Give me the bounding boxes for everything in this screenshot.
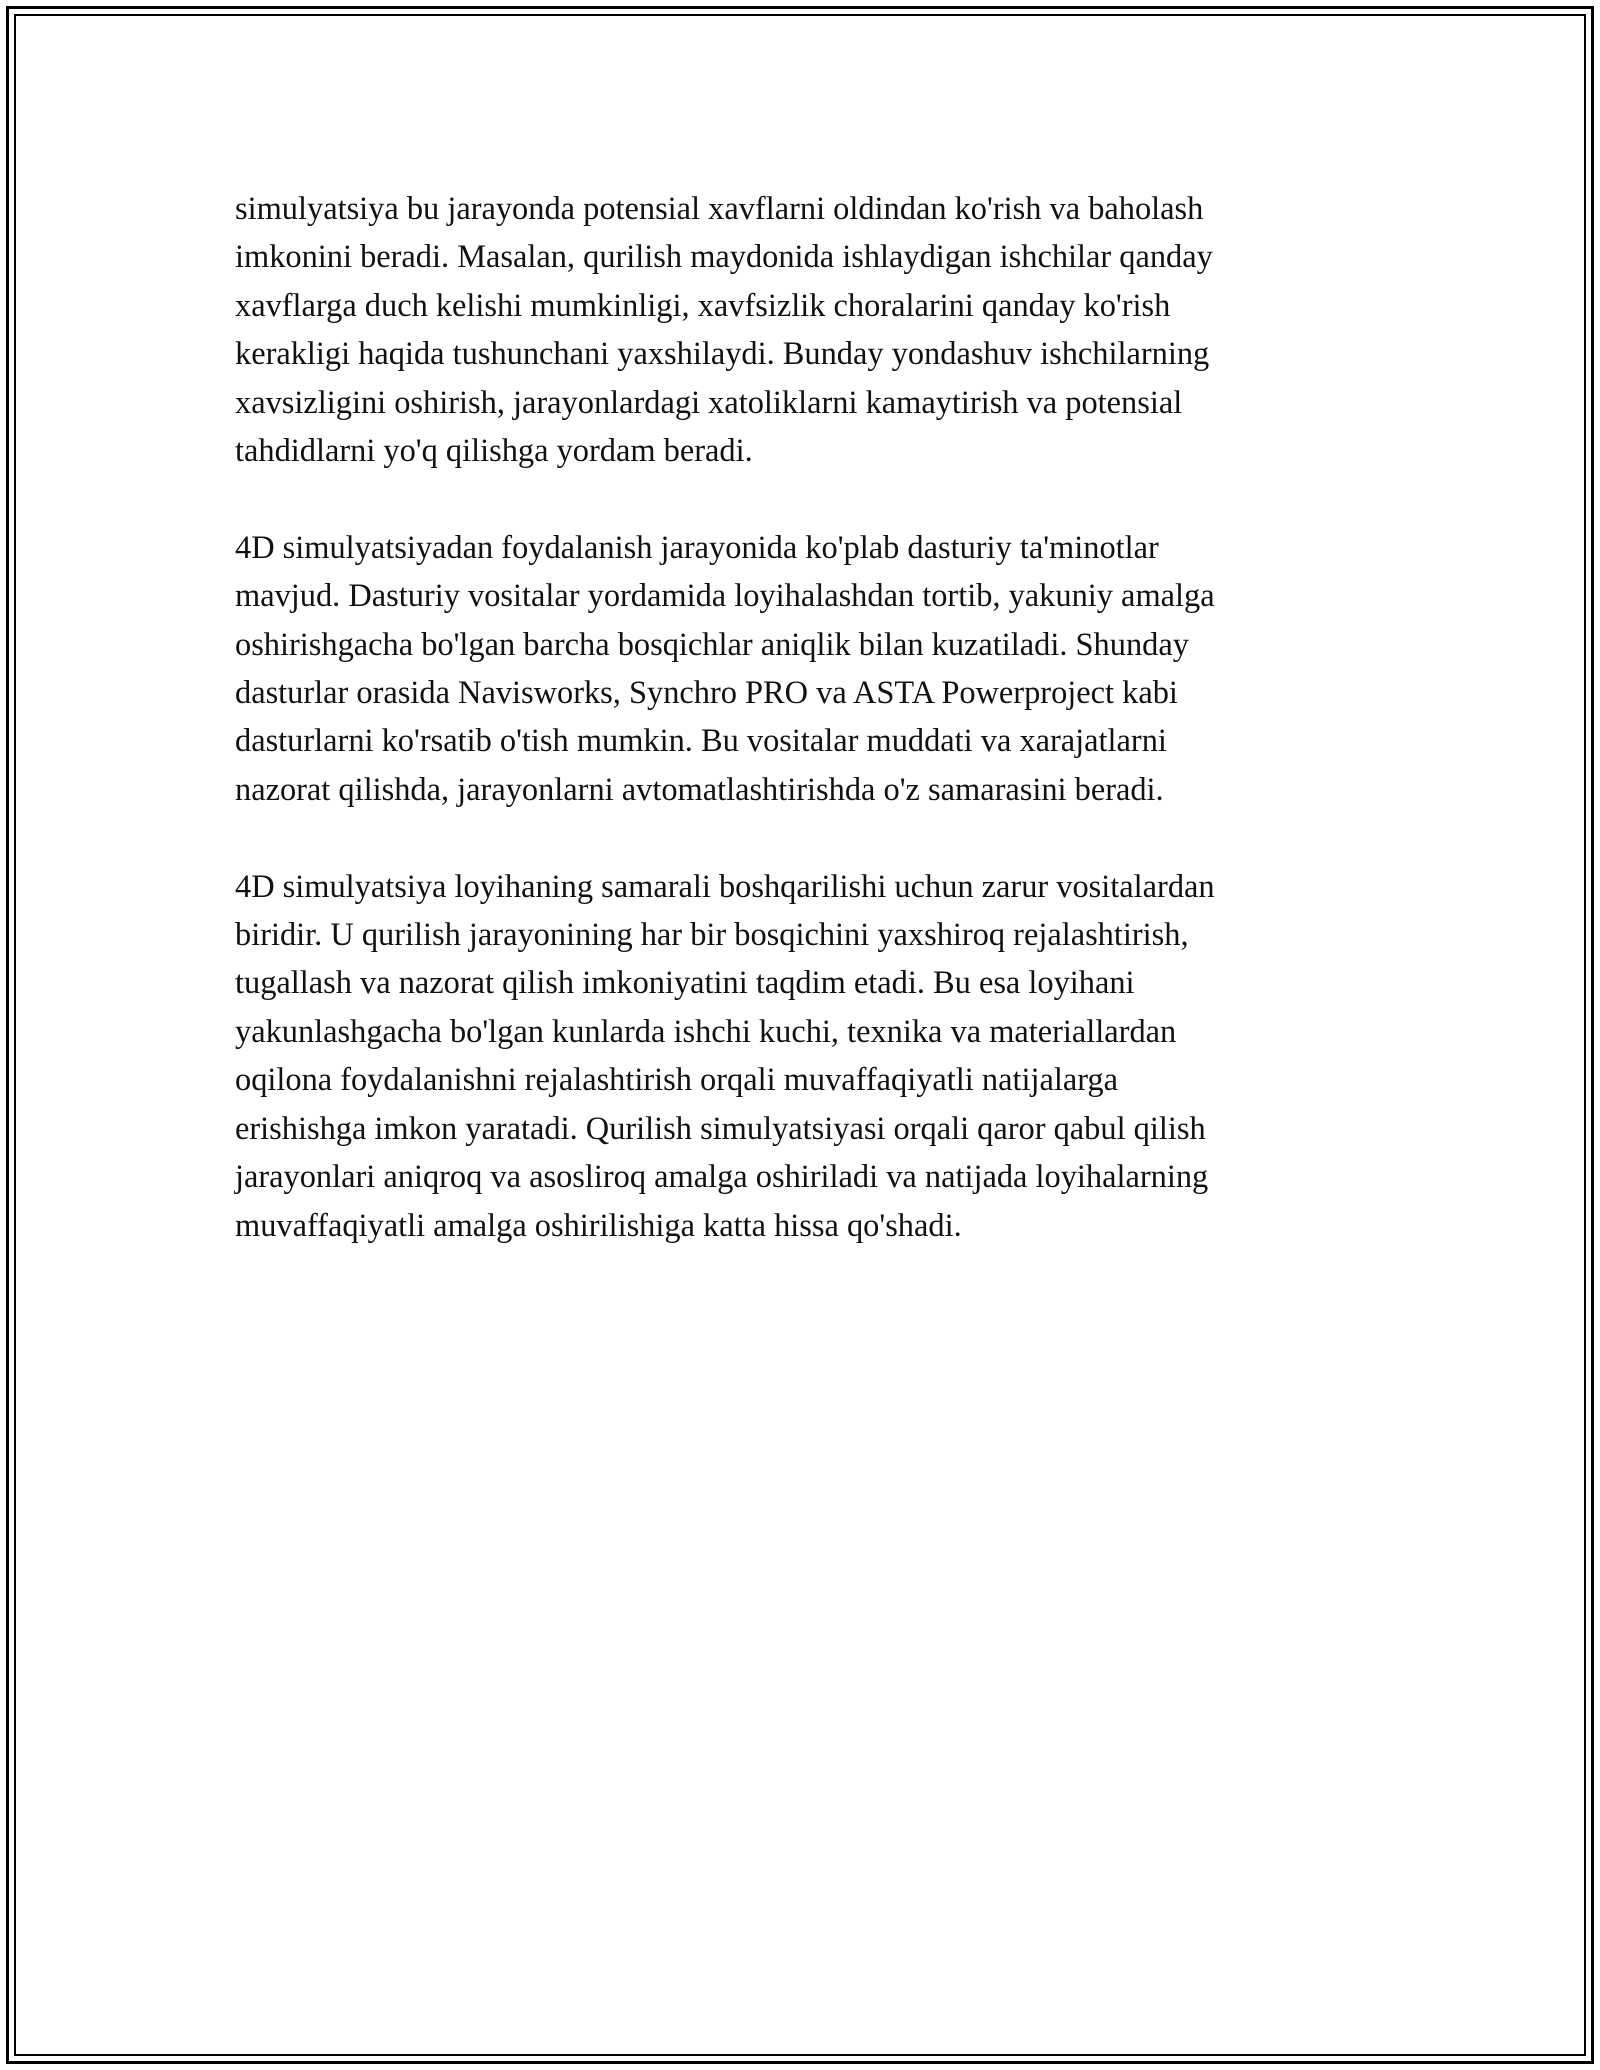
text-line: mavjud. Dasturiy vositalar yordamida loyihalashdan tortib, yakuniy amalga — [235, 578, 1215, 615]
text-line: jarayonlari aniqroq va asosliroq amalga oshiriladi va natijada loyihalarning — [235, 1159, 1209, 1196]
text-line: xavflarga duch kelishi mumkinligi, xavfsizlik choralarini qanday ko'rish — [235, 287, 1171, 324]
text-line: biridir. U qurilish jarayonining har bir bosqichini yaxshiroq rejalashtirish, — [235, 917, 1189, 954]
paragraph-2 — [235, 524, 1375, 814]
text-line: oshirishgacha bo'lgan barcha bosqichlar aniqlik bilan kuzatiladi. Shunday — [235, 626, 1189, 663]
text-line: muvaffaqiyatli amalga oshirilishiga katta hissa qo'shadi. — [235, 1207, 962, 1244]
text-line: dasturlar orasida Navisworks, Synchro PRO va ASTA Powerproject kabi — [235, 675, 1178, 712]
text-line: dasturlarni ko'rsatib o'tish mumkin. Bu vositalar muddati va xarajatlarni — [235, 723, 1167, 760]
text-line: simulyatsiya bu jarayonda potensial xavflarni oldindan ko'rish va baholash — [235, 191, 1204, 227]
text-line: kerakligi haqida tushunchani yaxshilaydi. Bunday yondashuv ishchilarning — [235, 336, 1210, 373]
text-line: oqilona foydalanishni rejalashtirish orqali muvaffaqiyatli natijalarga — [235, 1062, 1118, 1099]
text-line: imkonini beradi. Masalan, qurilish maydonida ishlaydigan ishchilar qanday — [235, 239, 1213, 276]
text-line: tahdidlarni yo'q qilishga yordam beradi. — [235, 433, 753, 470]
paragraph-1 — [235, 185, 1375, 475]
text-line: erishishga imkon yaratadi. Qurilish simulyatsiyasi orqali qaror qabul qilish — [235, 1110, 1206, 1147]
text-line: yakunlashgacha bo'lgan kunlarda ishchi kuchi, texnika va materiallardan — [235, 1013, 1177, 1050]
text-line: 4D simulyatsiya loyihaning samarali boshqarilishi uchun zarur vositalardan — [235, 868, 1215, 905]
text-line: tugallash va nazorat qilish imkoniyatini taqdim etadi. Bu esa loyihani — [235, 965, 1135, 1002]
text-line: 4D simulyatsiyadan foydalanish jarayonida ko'plab dasturiy ta'minotlar — [235, 529, 1159, 566]
paragraph-3 — [235, 863, 1375, 1250]
document-body — [235, 185, 1375, 1298]
text-line: xavsizligini oshirish, jarayonlardagi xatoliklarni kamaytirish va potensial — [235, 384, 1183, 421]
text-line: nazorat qilishda, jarayonlarni avtomatlashtirishda o'z samarasini beradi. — [235, 771, 1164, 808]
